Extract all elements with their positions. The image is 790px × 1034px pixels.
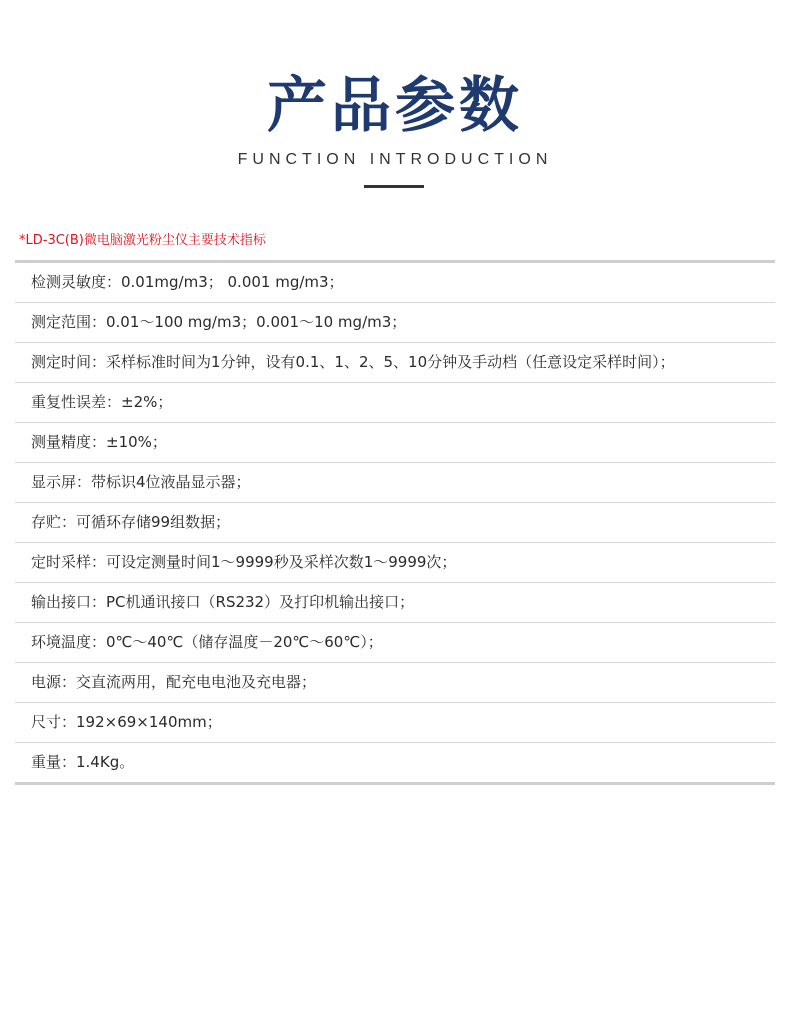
spec-row-power: 电源：交直流两用，配充电电池及充电器； <box>15 663 775 703</box>
spec-row-measure-time: 测定时间：采样标准时间为1分钟，设有0.1、1、2、5、10分钟及手动档（任意设定采样时间）； <box>15 343 775 383</box>
spec-row-weight: 重量：1.4Kg。 <box>31 753 135 771</box>
spec-row-timed-sampling: 定时采样：可设定测量时间1～9999秒及采样次数1～9999次； <box>15 543 775 583</box>
spec-table <box>15 260 775 785</box>
spec-row-accuracy: 测量精度：±10%； <box>15 423 775 463</box>
page-subtitle: FUNCTION INTRODUCTION <box>237 151 553 168</box>
spec-row-sensitivity: 检测灵敏度：0.01mg/m3； 0.001 mg/m3； <box>15 263 775 303</box>
spec-row-storage: 存贮：可循环存储99组数据； <box>15 503 775 543</box>
page-title: 产品参数 <box>267 71 523 141</box>
spec-row-output-interface: 输出接口：PC机通讯接口（RS232）及打印机输出接口； <box>15 583 775 623</box>
title-underline <box>364 185 424 188</box>
spec-row-ambient-temperature: 环境温度：0℃～40℃（储存温度－20℃～60℃）； <box>15 623 775 663</box>
spec-row-dimensions: 尺寸：192×69×140mm； <box>15 703 775 743</box>
spec-caption: *LD-3C(B)微电脑激光粉尘仪主要技术指标 <box>19 233 266 248</box>
spec-row-range: 测定范围：0.01～100 mg/m3；0.001～10 mg/m3； <box>15 303 775 343</box>
spec-row-repeatability: 重复性误差：±2%； <box>15 383 775 423</box>
spec-row-display: 显示屏：带标识4位液晶显示器； <box>15 463 775 503</box>
